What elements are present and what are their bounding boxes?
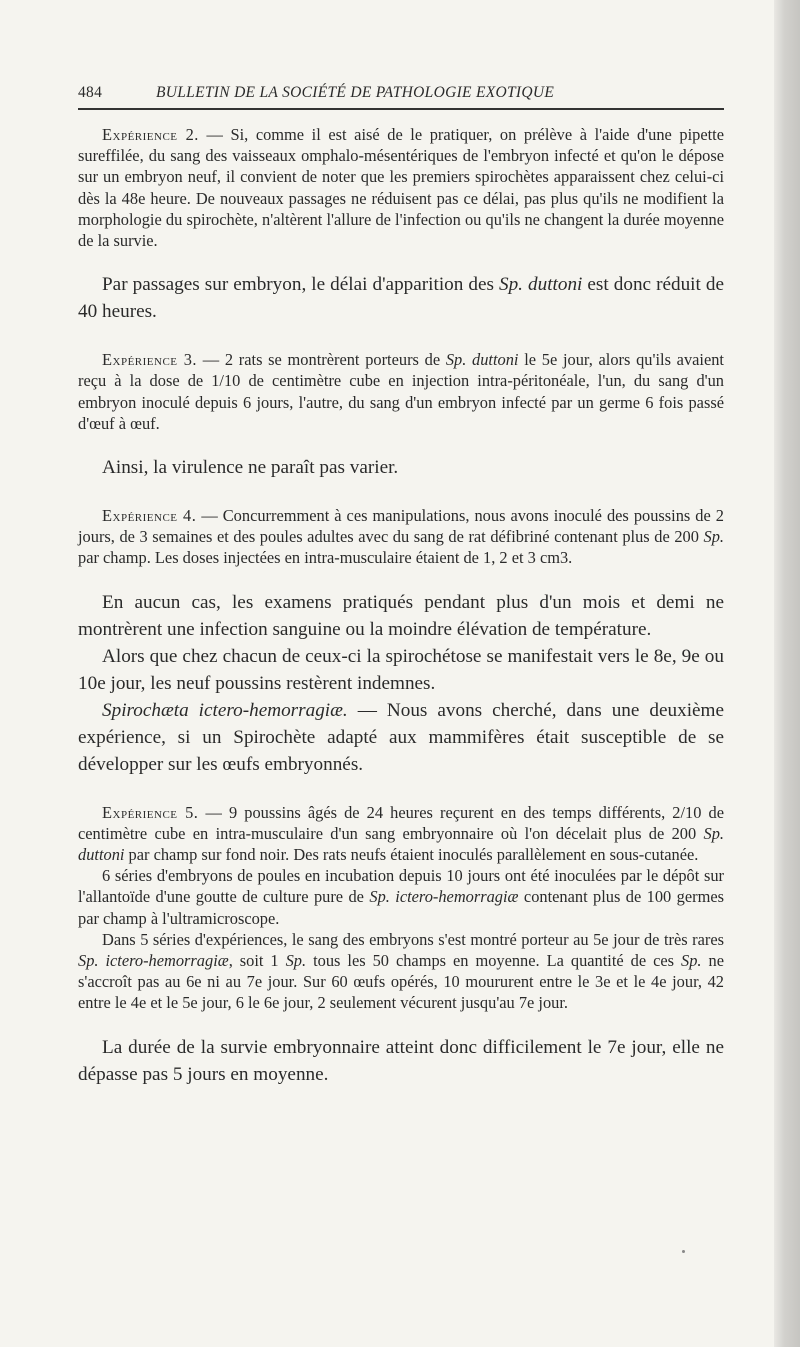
- paragraph-text: — 2 rats se montrèrent porteurs de: [197, 350, 446, 370]
- species-name: Sp. ictero-hemorragiæ: [369, 887, 519, 907]
- paragraph-text: Dans 5 séries d'expériences, le sang des embryons s'est montré porteur au 5e jour de très rares: [102, 929, 724, 949]
- species-name: Sp. duttoni: [445, 350, 519, 370]
- experience-label: Expérience 3.: [102, 350, 198, 370]
- paragraph-embryo-series: [78, 865, 724, 929]
- species-name: Sp. duttoni: [498, 274, 583, 296]
- paragraph-no-infection: [78, 589, 724, 643]
- paragraph-text: 6 séries d'embryons de poules en incubation depuis 10 jours ont été inoculées par le dépôt sur l'allantoïde d'une goutte de culture pure de: [78, 866, 724, 907]
- running-title: BULLETIN DE LA SOCIÉTÉ DE PATHOLOGIE EXOTIQUE: [156, 84, 555, 101]
- paragraph-text: En aucun cas, les examens pratiqués pendant plus d'un mois et demi ne montrèrent une infection sanguine ou la moindre élévation de température.: [78, 591, 724, 640]
- paragraph-text: — 9 poussins âgés de 24 heures reçurent en des temps différents, 2/10 de centimètre cube en intra-musculaire d'un sang embryonnaire où l'on décelait plus de 200: [78, 802, 724, 843]
- paragraph-text: — Concurremment à ces manipulations, nous avons inoculé des poussins de 2 jours, de 3 semaines et des poules adultes avec du sang de rat défibriné contenant plus de 200: [78, 506, 724, 547]
- species-name: Sp. ictero-hemorragiæ: [78, 951, 229, 971]
- paragraph-text: le 5e jour, alors qu'ils avaient reçu à la dose de 1/10 de centimètre cube en injection intra-péritonéale, l'un, du sang d'un embryon inoculé depuis 6 jours, l'autre, du sang d'un embryon infecté par un germe 6 fois passé d'œuf à œuf.: [78, 350, 724, 433]
- paragraph-text: est donc réduit de 40 heures.: [78, 274, 724, 323]
- paragraph-experience-3: [78, 349, 724, 434]
- paragraph-text: La durée de la survie embryonnaire atteint donc difficilement le 7e jour, elle ne dépasse pas 5 jours en moyenne.: [78, 1036, 724, 1085]
- speck-mark: [682, 1250, 685, 1253]
- paragraph-results: [78, 929, 724, 1014]
- paragraph-conclusion-delay: [78, 271, 724, 325]
- paragraph-experience-5: [78, 802, 724, 866]
- paragraph-experience-4: [78, 505, 724, 569]
- experience-label: Expérience 5.: [102, 802, 199, 822]
- paragraph-text: — Nous avons cherché, dans une deuxième expérience, si un Spirochète adapté aux mammifères était susceptible de se développer sur les œufs embryonnés.: [78, 699, 724, 775]
- species-name: Sp. duttoni: [78, 823, 724, 865]
- paragraph-text: ne s'accroît pas au 6e ni au 7e jour. Sur 60 œufs opérés, 10 moururent entre le 3e et le 4e jour, 42 entre le 4e et le 5e jour, 6 le 6e jour, 2 seulement vécurent jusqu'au 7e jour.: [78, 951, 724, 1013]
- species-name: Sp.: [285, 951, 307, 971]
- species-name: Sp.: [681, 951, 702, 971]
- paragraph-virulence: [78, 454, 724, 481]
- experience-label: Expérience 4.: [102, 506, 197, 526]
- paragraph-ictero-hemorragiae: [78, 697, 724, 778]
- paragraph-chicks-unharmed: [78, 643, 724, 697]
- page-edge-shadow: [774, 0, 800, 1347]
- page-number: 484: [78, 84, 103, 101]
- paragraph-text: par champ sur fond noir. Des rats neufs étaient inoculés parallèlement en sous-cutanée.: [124, 845, 699, 865]
- paragraph-text: Alors que chez chacun de ceux-ci la spirochétose se manifestait vers le 8e, 9e ou 10e jour, les neuf poussins restèrent indemnes.: [78, 645, 724, 694]
- paragraph-text: Par passages sur embryon, le délai d'apparition des: [102, 274, 499, 296]
- species-name: Spirochæta ictero-hemorragiæ.: [102, 699, 348, 721]
- header-rule: [78, 108, 724, 110]
- paragraph-text: — Si, comme il est aisé de le pratiquer, on prélève à l'aide d'une pipette sureffilée, du sang des vaisseaux omphalo-mésentériques de l'embryon infecté et qu'on le dépose sur un embryon neuf, il convient de noter que les premiers spirochètes apparaissent chez celui-ci dès la 48e heure. De nouveaux passages ne réduisent pas ce délai, pas plus qu'ils ne modifient la morphologie du spirochète, n'altèrent l'allure de l'infection ou qu'ils ne changent la durée moyenne de la survie.: [78, 125, 724, 251]
- paragraph-text: tous les 50 champs en moyenne. La quantité de ces: [306, 951, 682, 971]
- paragraph-text: contenant plus de 100 germes par champ à l'ultramicroscope.: [78, 887, 724, 928]
- paragraph-text: par champ. Les doses injectées en intra-musculaire étaient de 1, 2 et 3 cm3.: [78, 548, 573, 568]
- page-body: [78, 124, 724, 1088]
- paragraph-text: Ainsi, la virulence ne paraît pas varier.: [102, 457, 399, 479]
- experience-label: Expérience 2.: [102, 125, 199, 144]
- paragraph-experience-2: [78, 124, 724, 251]
- paragraph-survival-conclusion: [78, 1034, 724, 1088]
- paragraph-text: , soit 1: [228, 951, 286, 971]
- species-name: Sp.: [703, 527, 724, 547]
